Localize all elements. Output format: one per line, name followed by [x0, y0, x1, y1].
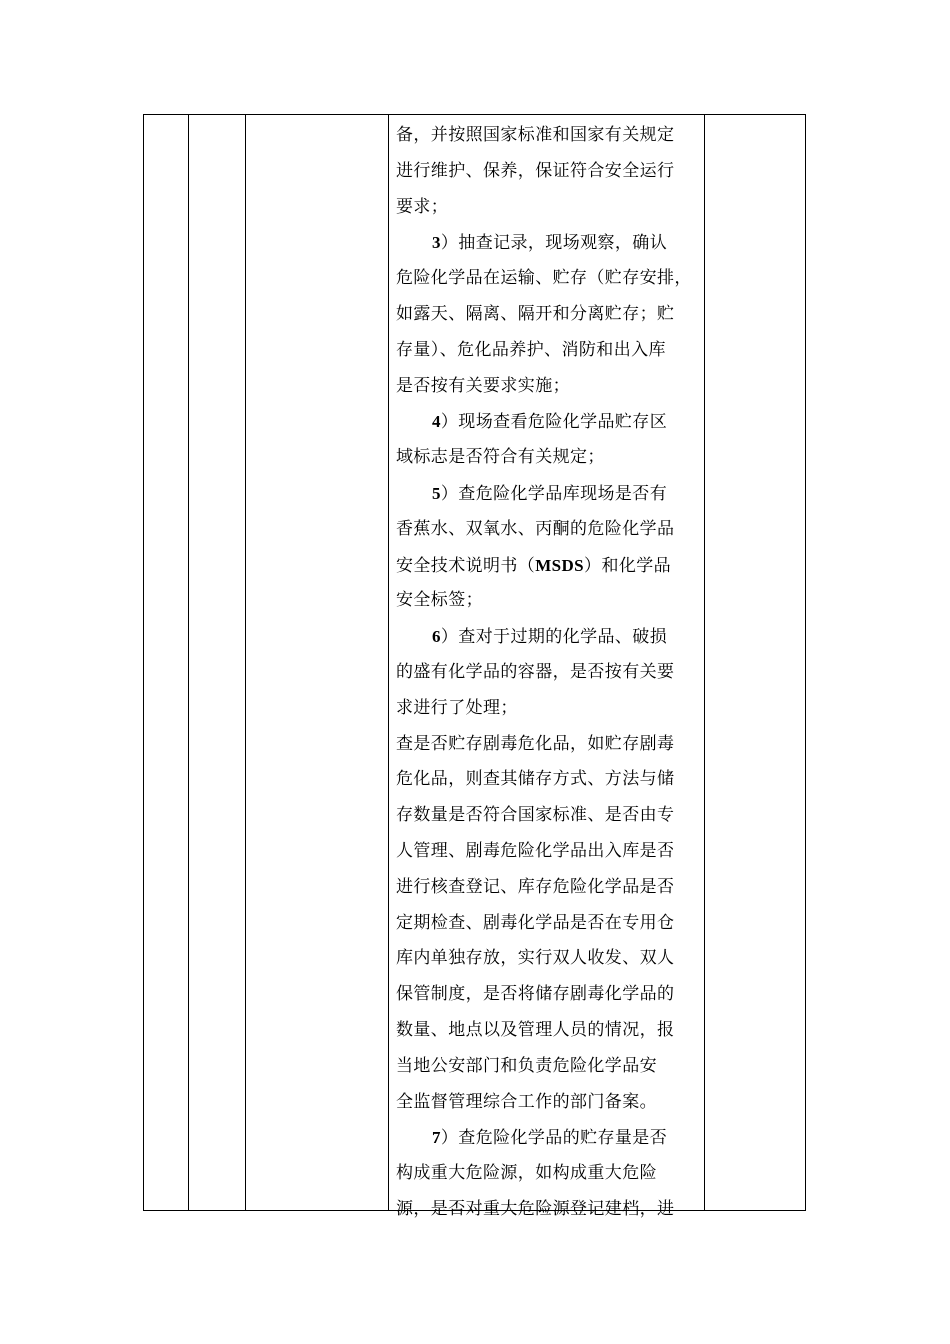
- column-divider: [245, 115, 246, 1210]
- line-text: ）查危险化学品的贮存量是否: [440, 1128, 668, 1149]
- line-text: ）查危险化学品库现场是否有: [440, 483, 668, 504]
- line-text: 备，并按照国家标准和国家有关规定: [396, 125, 675, 145]
- text-line: [396, 297, 698, 333]
- text-line: [396, 941, 698, 977]
- text-line: [396, 476, 698, 512]
- abbreviation: MSDS: [535, 555, 585, 575]
- text-line: [396, 906, 698, 942]
- text-line: [396, 1085, 698, 1121]
- column-divider: [388, 115, 389, 1210]
- text-line: [396, 655, 698, 691]
- text-line: [396, 583, 698, 619]
- text-line: [396, 977, 698, 1013]
- text-line: [396, 440, 698, 476]
- line-text: 定期检查、剧毒化学品是否在专用仓: [396, 912, 675, 933]
- line-text: 危化品，则查其储存方式、方法与储: [396, 769, 675, 790]
- text-line: [396, 118, 698, 154]
- line-text: 存数量是否符合国家标准、是否由专: [396, 805, 675, 826]
- text-line: [396, 369, 698, 405]
- text-line: [396, 834, 698, 870]
- line-text: 查是否贮存剧毒危化品，如贮存剧毒: [396, 733, 675, 754]
- text-line: [396, 870, 698, 906]
- column-divider: [188, 115, 189, 1210]
- line-text: 构成重大危险源，如构成重大危险: [396, 1163, 657, 1184]
- line-text: 进行维护、保养，保证符合安全运行: [396, 160, 675, 181]
- text-line: [396, 154, 698, 190]
- item-number: 5: [432, 483, 441, 503]
- line-text: 要求；: [396, 196, 449, 217]
- item-number: 7: [432, 1128, 441, 1148]
- line-text: 存量）、危化品养护、消防和出入库: [396, 339, 666, 360]
- line-text: 当地公安部门和负责危险化学品安: [396, 1055, 657, 1076]
- line-text: 是否按有关要求实施；: [396, 375, 570, 396]
- line-text: 的盛有化学品的容器，是否按有关要: [396, 661, 675, 682]
- line-text: 安全技术说明书（: [396, 555, 536, 576]
- line-text: ）和化学品: [584, 555, 672, 576]
- text-line: [396, 404, 698, 440]
- line-text: 域标志是否符合有关规定；: [396, 447, 605, 468]
- text-line: [396, 1156, 698, 1192]
- text-line: [396, 512, 698, 548]
- text-line: [396, 225, 698, 261]
- line-text: 危险化学品在运输、贮存（贮存安排，: [396, 268, 692, 289]
- line-text: 香蕉水、双氧水、丙酮的危险化学品: [396, 518, 675, 539]
- inspection-table: [143, 114, 806, 1219]
- line-text: 数量、地点以及管理人员的情况，报: [396, 1019, 675, 1040]
- line-text: 库内单独存放，实行双人收发、双人: [396, 948, 675, 969]
- text-line: [396, 190, 698, 226]
- item-number: 4: [432, 412, 441, 432]
- text-line: [396, 333, 698, 369]
- column-divider: [704, 115, 705, 1210]
- line-text: 源，是否对重大危险源登记建档，进: [396, 1198, 675, 1219]
- line-text: ）查对于过期的化学品、破损: [440, 627, 668, 648]
- item-number: 6: [432, 627, 441, 647]
- line-text: 进行核查登记、库存危险化学品是否: [396, 876, 675, 897]
- text-line: [396, 691, 698, 727]
- text-line: [396, 1049, 698, 1085]
- text-line: [396, 548, 698, 584]
- text-line: [396, 798, 698, 834]
- text-line: [396, 1013, 698, 1049]
- line-text: 全监督管理综合工作的部门备案。: [396, 1091, 657, 1112]
- inspection-method-cell: [396, 115, 698, 1228]
- line-text: 如露天、隔离、隔开和分离贮存；贮: [396, 303, 675, 324]
- text-line: [396, 261, 698, 297]
- text-line: [396, 762, 698, 798]
- line-text: 人管理、剧毒危险化学品出入库是否: [396, 840, 675, 861]
- text-line: [396, 727, 698, 763]
- text-line: [396, 1120, 698, 1156]
- line-text: ）现场查看危险化学品贮存区: [440, 412, 668, 433]
- line-text: ）抽查记录，现场观察，确认: [440, 233, 668, 254]
- line-text: 安全标签；: [396, 590, 483, 611]
- text-line: [396, 1192, 698, 1228]
- line-text: 保管制度，是否将储存剧毒化学品的: [396, 984, 675, 1005]
- text-line: [396, 619, 698, 655]
- item-number: 3: [432, 233, 441, 253]
- line-text: 求进行了处理；: [396, 697, 518, 718]
